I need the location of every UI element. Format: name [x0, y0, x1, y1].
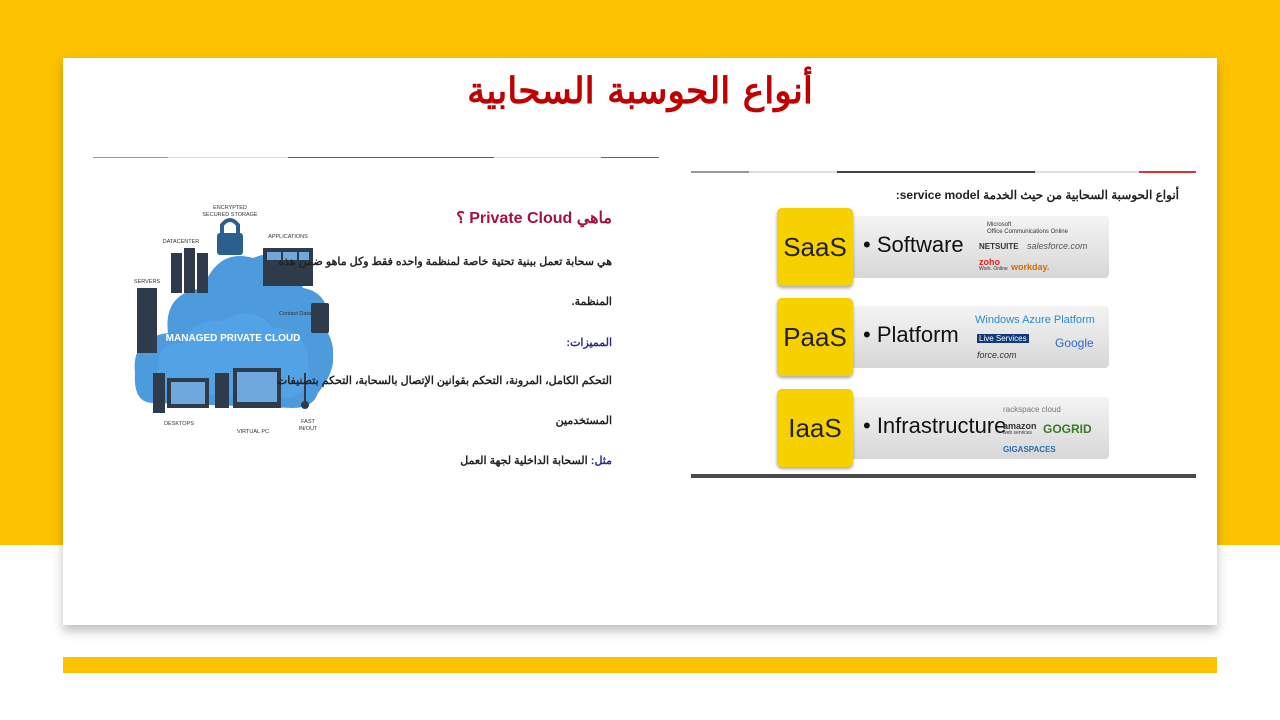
label-desktops: DESKTOPS [164, 421, 194, 427]
paas-label: • Platform [863, 322, 959, 347]
definition-line-2: المنظمة. [571, 296, 612, 308]
iaas-row [777, 389, 1111, 464]
example-line [460, 454, 612, 467]
label-virtual-pc: VIRTUAL PC [236, 429, 270, 435]
private-cloud-heading: ماهي Private Cloud ؟ [456, 210, 612, 227]
service-model-heading: أنواع الحوسبة السحابية من حيث الخدمة service model: [895, 188, 1179, 202]
slide-card [63, 58, 1217, 625]
example-label: مثل: [590, 455, 612, 467]
features-label: المميزات: [566, 337, 612, 349]
iaas-logos: rackspace cloud amazon web services GOGRID GIGASPACES [1003, 405, 1092, 454]
right-divider [691, 171, 1196, 174]
saas-row [777, 208, 1111, 283]
private-cloud-illustration [133, 203, 333, 438]
saas-logos: Microsoft Office Communications Online NETSUITE salesforce.com zoho Work. Online workday. [979, 222, 1088, 272]
paas-logos: Windows Azure Platform Live Services force.com Google [975, 314, 1095, 360]
slide-title: أنواع الحوسبة السحابية [467, 70, 813, 112]
features-line-1: التحكم الكامل، المرونة، التحكم بقوانين الإتصال بالسحابة، التحكم بتصنيفات [276, 375, 612, 387]
label-datacenter: DATACENTER [162, 239, 200, 245]
iaas-box: IaaS [777, 389, 853, 467]
left-divider [93, 157, 629, 159]
illustration-center-label: MANAGED PRIVATE CLOUD [165, 333, 301, 344]
label-contact-data: Contact Data [278, 311, 312, 317]
bottom-accent-bar [63, 657, 1217, 673]
label-in-out: IN/OUT [298, 426, 318, 432]
paas-row [777, 298, 1111, 373]
saas-box: SaaS [777, 208, 853, 286]
right-bottom-divider [691, 474, 1196, 478]
features-line-2: المستخدمين [555, 415, 612, 427]
definition-line-1: هي سحابة تعمل ببنية تحتية خاصة لمنظمة واحده فقط وكل ماهو ضمن هذه [278, 256, 612, 268]
label-servers: SERVERS [133, 279, 161, 285]
iaas-label: • Infrastructure [863, 413, 1007, 438]
saas-label: • Software [863, 232, 964, 257]
example-text: السحابة الداخلية لجهة العمل [460, 455, 588, 467]
label-fast: FAST [301, 419, 315, 425]
label-applications: APPLICATIONS [268, 234, 308, 240]
label-secured-storage: SECURED STORAGE [202, 212, 258, 218]
paas-box: PaaS [777, 298, 853, 376]
label-encrypted: ENCRYPTED [213, 205, 247, 211]
